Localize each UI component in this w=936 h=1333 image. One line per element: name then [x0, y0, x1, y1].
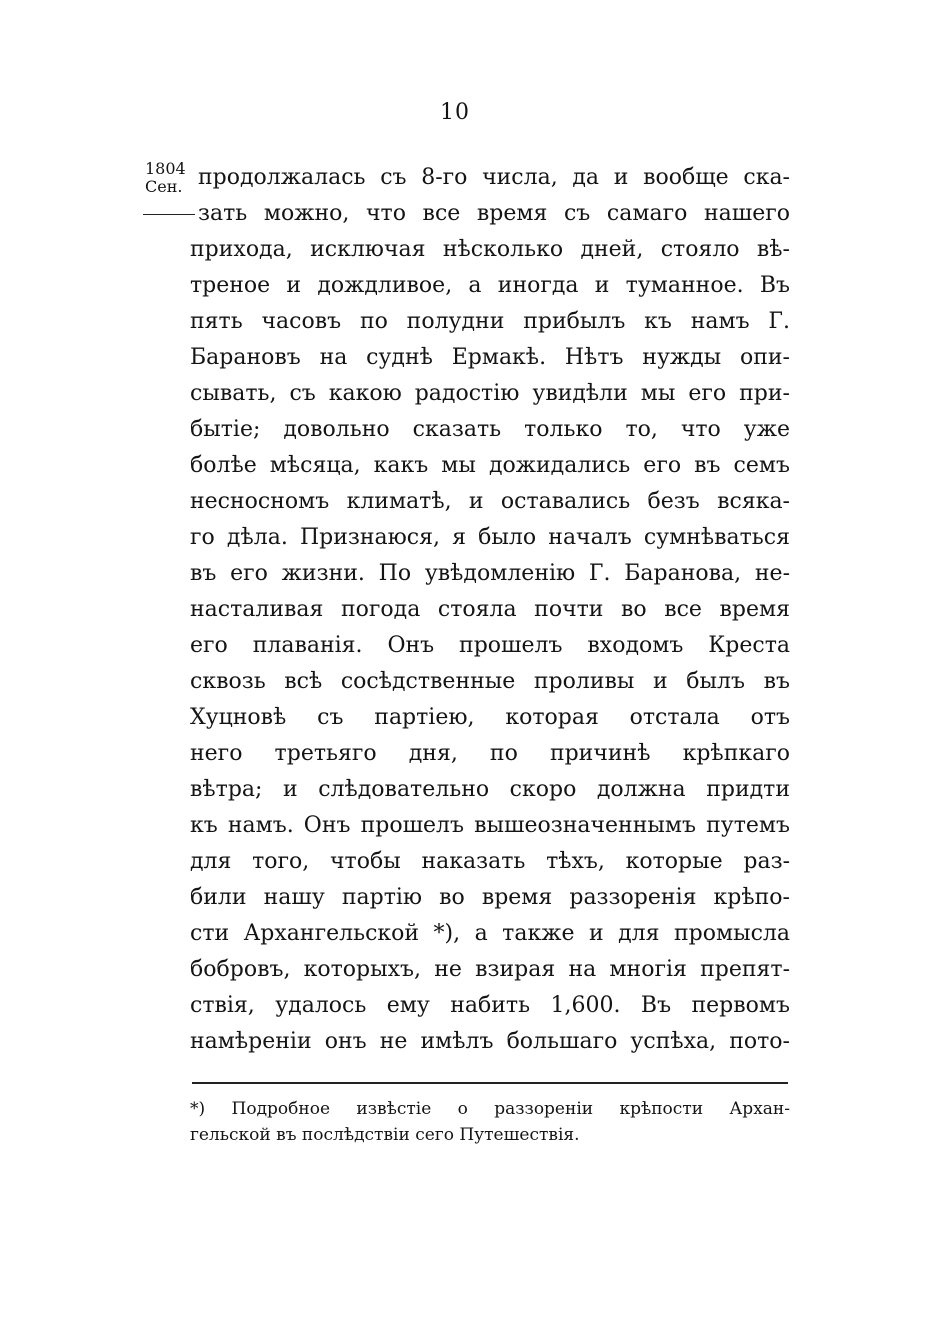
footnote-line: гельской въ послѣдствіи сего Путешествія.	[190, 1125, 580, 1145]
text-line: зать можно, что все время съ самаго нашего	[198, 201, 790, 226]
text-line: Барановъ на суднѣ Ермакѣ. Нѣтъ нужды опи-	[190, 345, 790, 370]
margin-year: 1804	[145, 159, 186, 178]
text-line: продолжалась съ 8-го числа, да и вообще ска-	[198, 165, 790, 190]
text-line: бобровъ, которыхъ, не взирая на многія препят-	[190, 957, 790, 982]
text-line: сти Архангельской *), а также и для промысла	[190, 921, 790, 946]
text-line: къ намъ. Онъ прошелъ вышеозначеннымъ путемъ	[190, 813, 790, 838]
text-line: несносномъ климатѣ, и оставались безъ всяка-	[190, 489, 790, 514]
margin-dash	[143, 214, 195, 215]
text-line: него третьяго дня, по причинѣ крѣпкаго	[190, 741, 790, 766]
footnote-line: *) Подробное извѣстіе о раззореніи крѣпости Архан-	[190, 1099, 790, 1119]
text-line: ствія, удалось ему набить 1,600. Въ первомъ	[190, 993, 790, 1018]
text-line: треное и дождливое, а иногда и туманное. Въ	[190, 273, 790, 298]
text-line: бытіе; довольно сказать только то, что уже	[190, 417, 790, 442]
text-line: его плаванія. Онъ прошелъ входомъ Креста	[190, 633, 790, 658]
text-line: намѣреніи онъ не имѣлъ большаго успѣха, пото-	[190, 1029, 790, 1054]
footnote	[190, 1096, 790, 1148]
text-line: сывать, съ какою радостію увидѣли мы его при-	[190, 381, 790, 406]
text-line: въ его жизни. По увѣдомленію Г. Баранова, не-	[190, 561, 790, 586]
footnote-rule	[192, 1082, 788, 1084]
text-line: вѣтра; и слѣдовательно скоро должна придти	[190, 777, 790, 802]
page-number: 10	[440, 100, 470, 125]
text-line: болѣе мѣсяца, какъ мы дожидались его въ семъ	[190, 453, 790, 478]
text-line: насталивая погода стояла почти во все время	[190, 597, 790, 622]
text-line: сквозь всѣ сосѣдственные проливы и былъ въ	[190, 669, 790, 694]
margin-note	[145, 160, 205, 196]
text-line: Хуцновѣ съ партіею, которая отстала отъ	[190, 705, 790, 730]
margin-month: Сен.	[145, 177, 183, 196]
text-line: пять часовъ по полудни прибылъ къ намъ Г.	[190, 309, 790, 334]
text-line: го дѣла. Признаюся, я было началъ сумнѣваться	[190, 525, 790, 550]
text-line: прихода, исключая нѣсколько дней, стояло вѣ-	[190, 237, 790, 262]
text-line: били нашу партію во время раззоренія крѣпо-	[190, 885, 790, 910]
text-line: для того, чтобы наказать тѣхъ, которые раз-	[190, 849, 790, 874]
